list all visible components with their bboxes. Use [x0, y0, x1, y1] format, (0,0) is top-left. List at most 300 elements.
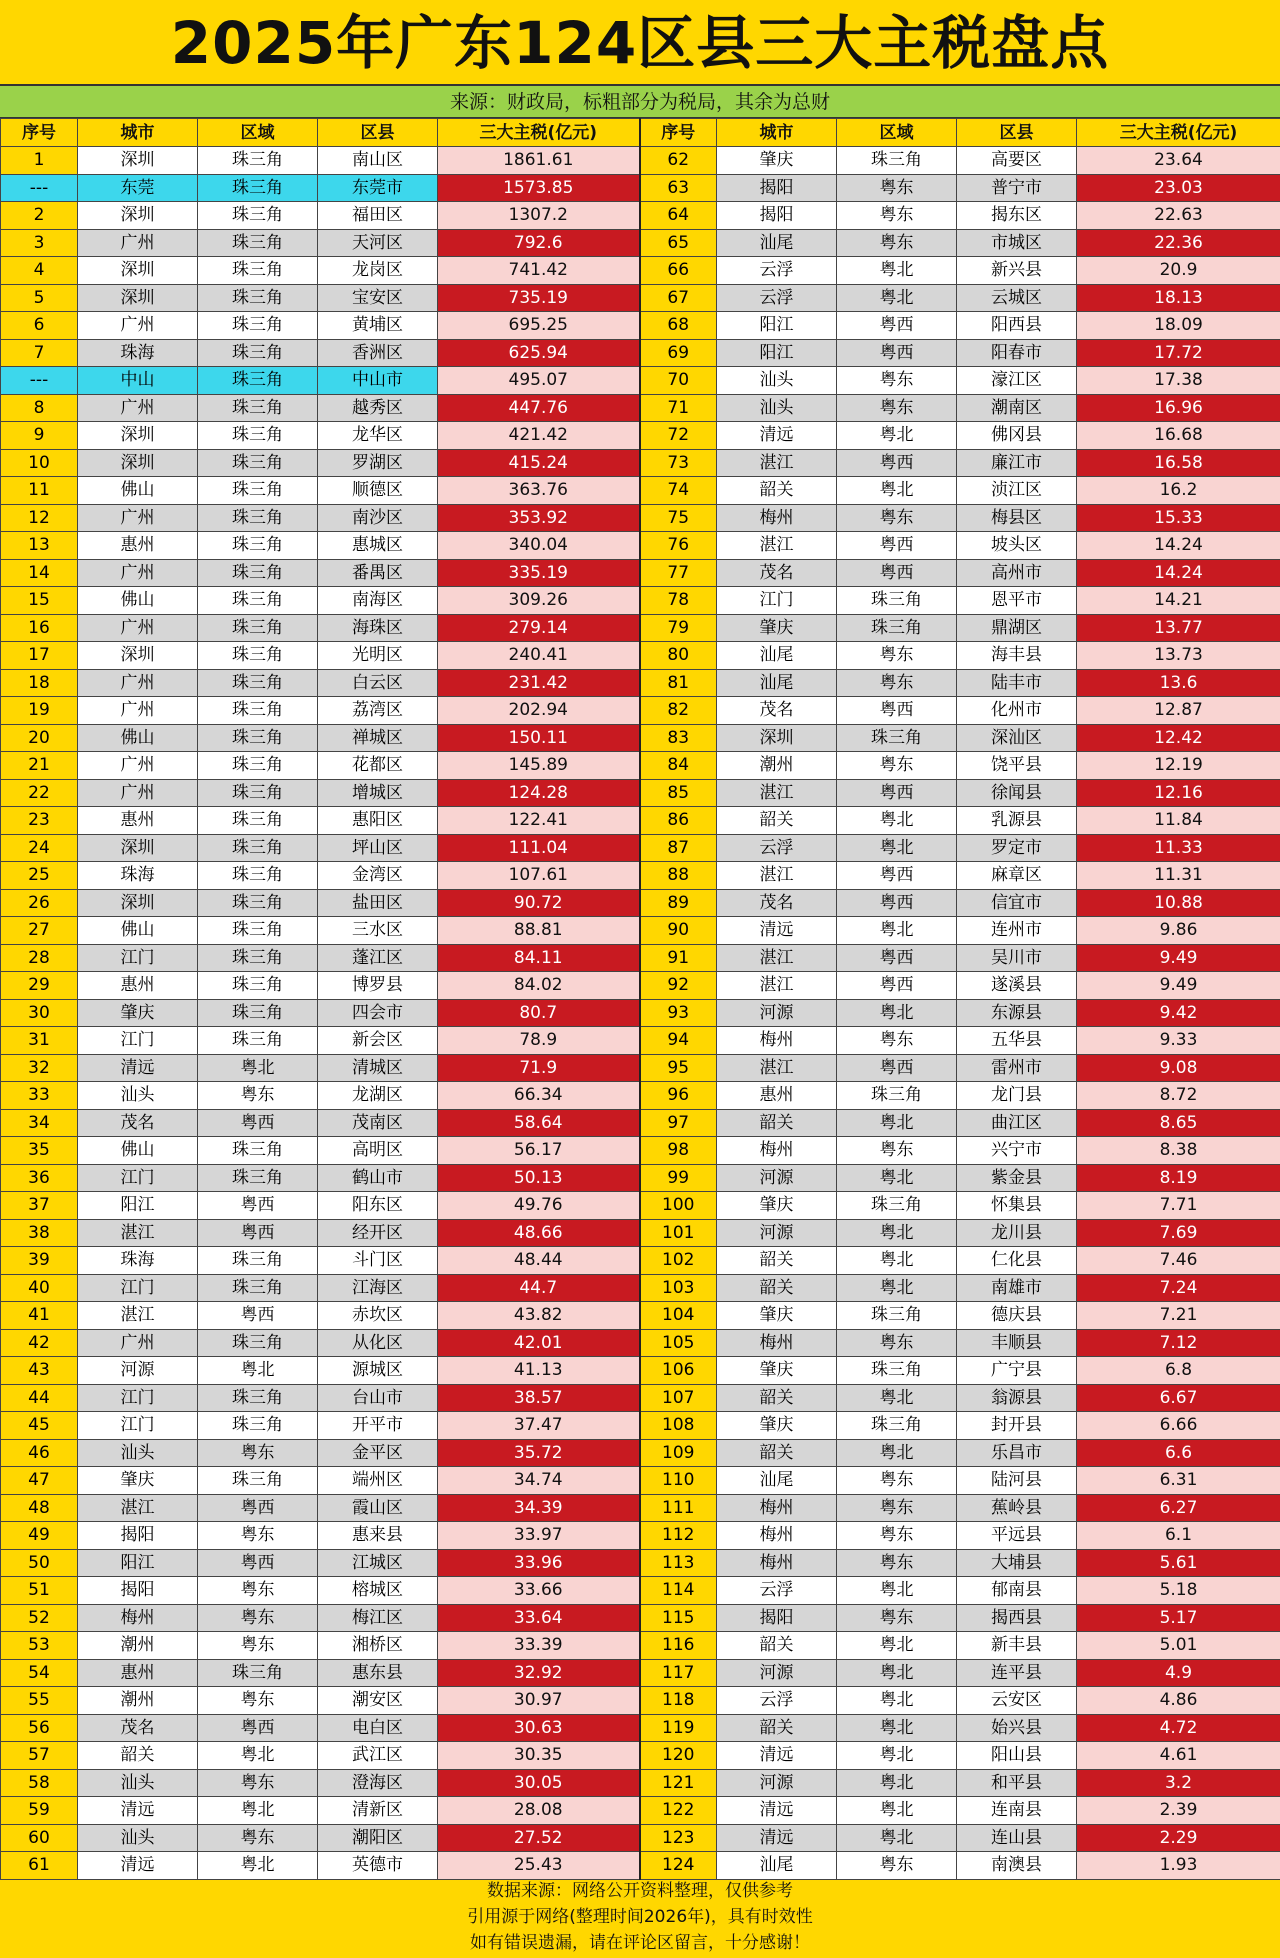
tax-cell: 30.35 — [438, 1742, 640, 1770]
rank-cell: 106 — [640, 1357, 717, 1385]
region-cell: 粤北 — [837, 834, 957, 862]
region-cell: 珠三角 — [198, 972, 318, 1000]
rank-cell: 98 — [640, 1137, 717, 1165]
city-cell: 清远 — [717, 1797, 837, 1825]
rank-cell: 102 — [640, 1247, 717, 1275]
tax-cell: 48.66 — [438, 1219, 640, 1247]
city-cell: 深圳 — [78, 257, 198, 285]
tax-cell: 792.6 — [438, 229, 640, 257]
county-cell: 新会区 — [318, 1027, 438, 1055]
city-cell: 河源 — [717, 999, 837, 1027]
tax-cell: 124.28 — [438, 779, 640, 807]
tax-cell: 13.6 — [1077, 669, 1280, 697]
city-cell: 河源 — [717, 1164, 837, 1192]
region-cell: 珠三角 — [198, 312, 318, 340]
table-row — [1, 972, 1280, 1000]
region-cell: 珠三角 — [198, 669, 318, 697]
county-cell: 罗湖区 — [318, 449, 438, 477]
table-row — [1, 642, 1280, 670]
tax-cell: 735.19 — [438, 284, 640, 312]
region-cell: 粤北 — [837, 257, 957, 285]
county-cell: 阳春市 — [957, 339, 1077, 367]
county-cell: 恩平市 — [957, 587, 1077, 615]
county-cell: 徐闻县 — [957, 779, 1077, 807]
city-cell: 韶关 — [717, 1247, 837, 1275]
region-cell: 珠三角 — [198, 504, 318, 532]
tax-cell: 33.66 — [438, 1577, 640, 1605]
region-cell: 粤北 — [837, 999, 957, 1027]
rank-cell: 82 — [640, 697, 717, 725]
table-row — [1, 1329, 1280, 1357]
county-cell: 越秀区 — [318, 394, 438, 422]
city-cell: 深圳 — [78, 834, 198, 862]
tax-cell: 32.92 — [438, 1659, 640, 1687]
city-cell: 河源 — [717, 1769, 837, 1797]
county-cell: 潮阳区 — [318, 1824, 438, 1852]
rank-cell: 60 — [1, 1824, 78, 1852]
region-cell: 粤东 — [837, 1549, 957, 1577]
col-header-tax-left: 三大主税(亿元) — [438, 119, 640, 147]
rank-cell: 46 — [1, 1439, 78, 1467]
table-row — [1, 477, 1280, 505]
col-header-city-left: 城市 — [78, 119, 198, 147]
city-cell: 佛山 — [78, 917, 198, 945]
region-cell: 珠三角 — [837, 614, 957, 642]
city-cell: 湛江 — [717, 779, 837, 807]
rank-cell: 103 — [640, 1274, 717, 1302]
city-cell: 佛山 — [78, 587, 198, 615]
city-cell: 梅州 — [717, 1522, 837, 1550]
city-cell: 汕头 — [717, 394, 837, 422]
rank-cell: 53 — [1, 1632, 78, 1660]
city-cell: 广州 — [78, 779, 198, 807]
region-cell: 粤东 — [198, 1769, 318, 1797]
rank-cell: 49 — [1, 1522, 78, 1550]
region-cell: 粤西 — [198, 1714, 318, 1742]
tax-cell: 9.33 — [1077, 1027, 1280, 1055]
county-cell: 潮安区 — [318, 1687, 438, 1715]
region-cell: 粤东 — [837, 394, 957, 422]
city-cell: 江门 — [78, 1384, 198, 1412]
county-cell: 惠阳区 — [318, 807, 438, 835]
county-cell: 市城区 — [957, 229, 1077, 257]
county-cell: 封开县 — [957, 1412, 1077, 1440]
table-row — [1, 1714, 1280, 1742]
county-cell: 惠来县 — [318, 1522, 438, 1550]
rank-cell: 11 — [1, 477, 78, 505]
region-cell: 粤西 — [837, 862, 957, 890]
tax-cell: 16.68 — [1077, 422, 1280, 450]
region-cell: 粤北 — [837, 1439, 957, 1467]
tax-cell: 12.19 — [1077, 752, 1280, 780]
tax-cell: 49.76 — [438, 1192, 640, 1220]
table-row — [1, 944, 1280, 972]
rank-cell: 28 — [1, 944, 78, 972]
city-cell: 广州 — [78, 229, 198, 257]
county-cell: 龙川县 — [957, 1219, 1077, 1247]
tax-cell: 12.87 — [1077, 697, 1280, 725]
table-row — [1, 1577, 1280, 1605]
county-cell: 乐昌市 — [957, 1439, 1077, 1467]
county-cell: 云安区 — [957, 1687, 1077, 1715]
city-cell: 云浮 — [717, 1577, 837, 1605]
rank-cell: 87 — [640, 834, 717, 862]
city-cell: 梅州 — [717, 1027, 837, 1055]
table-row — [1, 697, 1280, 725]
region-cell: 珠三角 — [198, 587, 318, 615]
county-cell: 惠东县 — [318, 1659, 438, 1687]
tax-cell: 23.64 — [1077, 147, 1280, 175]
rank-cell: 77 — [640, 559, 717, 587]
tax-cell: 22.36 — [1077, 229, 1280, 257]
rank-cell: 74 — [640, 477, 717, 505]
region-cell: 珠三角 — [198, 724, 318, 752]
rank-cell: 85 — [640, 779, 717, 807]
rank-cell: 4 — [1, 257, 78, 285]
tax-cell: 34.74 — [438, 1467, 640, 1495]
county-cell: 宝安区 — [318, 284, 438, 312]
tax-cell: 1573.85 — [438, 174, 640, 202]
county-cell: 饶平县 — [957, 752, 1077, 780]
table-row — [1, 1302, 1280, 1330]
region-cell: 粤北 — [837, 1659, 957, 1687]
tax-cell: 16.58 — [1077, 449, 1280, 477]
rank-cell: 79 — [640, 614, 717, 642]
rank-cell: 93 — [640, 999, 717, 1027]
city-cell: 广州 — [78, 394, 198, 422]
region-cell: 粤东 — [837, 367, 957, 395]
county-cell: 台山市 — [318, 1384, 438, 1412]
region-cell: 珠三角 — [837, 1192, 957, 1220]
tax-cell: 5.17 — [1077, 1604, 1280, 1632]
city-cell: 深圳 — [717, 724, 837, 752]
city-cell: 河源 — [717, 1219, 837, 1247]
city-cell: 湛江 — [717, 1054, 837, 1082]
region-cell: 粤西 — [837, 339, 957, 367]
region-cell: 粤西 — [837, 1054, 957, 1082]
tax-cell: 111.04 — [438, 834, 640, 862]
rank-cell: 69 — [640, 339, 717, 367]
city-cell: 云浮 — [717, 284, 837, 312]
region-cell: 珠三角 — [837, 1302, 957, 1330]
county-cell: 黄埔区 — [318, 312, 438, 340]
tax-cell: 7.21 — [1077, 1302, 1280, 1330]
rank-cell: 83 — [640, 724, 717, 752]
city-cell: 肇庆 — [717, 1357, 837, 1385]
city-cell: 肇庆 — [78, 999, 198, 1027]
tax-cell: 9.08 — [1077, 1054, 1280, 1082]
header-row — [1, 119, 1280, 147]
region-cell: 珠三角 — [198, 862, 318, 890]
city-cell: 湛江 — [78, 1302, 198, 1330]
region-cell: 粤北 — [198, 1797, 318, 1825]
region-cell: 粤北 — [837, 1687, 957, 1715]
county-cell: 海丰县 — [957, 642, 1077, 670]
tax-cell: 7.71 — [1077, 1192, 1280, 1220]
tax-cell: 88.81 — [438, 917, 640, 945]
region-cell: 粤东 — [198, 1604, 318, 1632]
rank-cell: 122 — [640, 1797, 717, 1825]
rank-cell: 21 — [1, 752, 78, 780]
region-cell: 粤东 — [837, 1467, 957, 1495]
rank-cell: 71 — [640, 394, 717, 422]
city-cell: 韶关 — [717, 477, 837, 505]
rank-cell: 17 — [1, 642, 78, 670]
tax-cell: 16.96 — [1077, 394, 1280, 422]
rank-cell: 42 — [1, 1329, 78, 1357]
county-cell: 揭东区 — [957, 202, 1077, 230]
region-cell: 粤西 — [198, 1494, 318, 1522]
county-cell: 阳东区 — [318, 1192, 438, 1220]
city-cell: 清远 — [78, 1054, 198, 1082]
county-cell: 和平县 — [957, 1769, 1077, 1797]
city-cell: 清远 — [717, 1742, 837, 1770]
rank-cell: 94 — [640, 1027, 717, 1055]
county-cell: 浈江区 — [957, 477, 1077, 505]
tax-cell: 6.66 — [1077, 1412, 1280, 1440]
county-cell: 番禺区 — [318, 559, 438, 587]
county-cell: 斗门区 — [318, 1247, 438, 1275]
county-cell: 东源县 — [957, 999, 1077, 1027]
tax-cell: 11.84 — [1077, 807, 1280, 835]
city-cell: 珠海 — [78, 862, 198, 890]
city-cell: 湛江 — [78, 1219, 198, 1247]
tax-cell: 25.43 — [438, 1852, 640, 1880]
tax-cell: 1861.61 — [438, 147, 640, 175]
region-cell: 珠三角 — [198, 284, 318, 312]
tax-cell: 30.05 — [438, 1769, 640, 1797]
table-row — [1, 1659, 1280, 1687]
tax-cell: 415.24 — [438, 449, 640, 477]
tax-cell: 30.63 — [438, 1714, 640, 1742]
region-cell: 粤北 — [198, 1742, 318, 1770]
city-cell: 珠海 — [78, 339, 198, 367]
tax-cell: 13.73 — [1077, 642, 1280, 670]
city-cell: 茂名 — [717, 559, 837, 587]
county-cell: 化州市 — [957, 697, 1077, 725]
tax-cell: 56.17 — [438, 1137, 640, 1165]
rank-cell: 62 — [640, 147, 717, 175]
city-cell: 惠州 — [78, 532, 198, 560]
tax-cell: 44.7 — [438, 1274, 640, 1302]
city-cell: 梅州 — [78, 1604, 198, 1632]
rank-cell: 123 — [640, 1824, 717, 1852]
city-cell: 揭阳 — [78, 1522, 198, 1550]
city-cell: 湛江 — [717, 449, 837, 477]
rank-cell: 6 — [1, 312, 78, 340]
city-cell: 汕尾 — [717, 1852, 837, 1880]
region-cell: 珠三角 — [198, 477, 318, 505]
tax-cell: 8.38 — [1077, 1137, 1280, 1165]
city-cell: 湛江 — [78, 1494, 198, 1522]
rank-cell: 76 — [640, 532, 717, 560]
tax-cell: 17.38 — [1077, 367, 1280, 395]
table-row — [1, 779, 1280, 807]
tax-cell: 2.29 — [1077, 1824, 1280, 1852]
region-cell: 珠三角 — [198, 834, 318, 862]
county-cell: 梅县区 — [957, 504, 1077, 532]
table-row — [1, 807, 1280, 835]
region-cell: 粤北 — [837, 284, 957, 312]
tax-cell: 34.39 — [438, 1494, 640, 1522]
rank-cell: 100 — [640, 1192, 717, 1220]
city-cell: 河源 — [78, 1357, 198, 1385]
city-cell: 佛山 — [78, 724, 198, 752]
table-row — [1, 889, 1280, 917]
table-row — [1, 202, 1280, 230]
rank-cell: 78 — [640, 587, 717, 615]
city-cell: 韶关 — [717, 1714, 837, 1742]
rank-cell: 116 — [640, 1632, 717, 1660]
county-cell: 紫金县 — [957, 1164, 1077, 1192]
rank-cell: 101 — [640, 1219, 717, 1247]
rank-cell: 70 — [640, 367, 717, 395]
rank-cell: 84 — [640, 752, 717, 780]
county-cell: 四会市 — [318, 999, 438, 1027]
region-cell: 珠三角 — [198, 642, 318, 670]
region-cell: 珠三角 — [198, 1247, 318, 1275]
county-cell: 金平区 — [318, 1439, 438, 1467]
county-cell: 怀集县 — [957, 1192, 1077, 1220]
tax-cell: 421.42 — [438, 422, 640, 450]
tax-cell: 14.24 — [1077, 559, 1280, 587]
city-cell: 深圳 — [78, 889, 198, 917]
rank-cell: 44 — [1, 1384, 78, 1412]
table-row — [1, 312, 1280, 340]
rank-cell: 89 — [640, 889, 717, 917]
region-cell: 粤西 — [837, 697, 957, 725]
tax-cell: 4.72 — [1077, 1714, 1280, 1742]
region-cell: 珠三角 — [198, 202, 318, 230]
table-row — [1, 1247, 1280, 1275]
table-row — [1, 257, 1280, 285]
region-cell: 粤东 — [198, 1522, 318, 1550]
table-row — [1, 1742, 1280, 1770]
region-cell: 粤东 — [837, 229, 957, 257]
page-title: 2025年广东124区县三大主税盘点 — [0, 0, 1280, 86]
rank-cell: 75 — [640, 504, 717, 532]
tax-cell: 43.82 — [438, 1302, 640, 1330]
region-cell: 粤北 — [198, 1852, 318, 1880]
col-header-rank-left: 序号 — [1, 119, 78, 147]
rank-cell: 64 — [640, 202, 717, 230]
region-cell: 粤西 — [198, 1302, 318, 1330]
city-cell: 河源 — [717, 1659, 837, 1687]
table-row — [1, 1164, 1280, 1192]
city-cell: 肇庆 — [78, 1467, 198, 1495]
region-cell: 粤北 — [837, 1769, 957, 1797]
county-cell: 郁南县 — [957, 1577, 1077, 1605]
city-cell: 梅州 — [717, 1549, 837, 1577]
region-cell: 珠三角 — [198, 257, 318, 285]
region-cell: 珠三角 — [198, 1274, 318, 1302]
tax-cell: 12.16 — [1077, 779, 1280, 807]
tax-cell: 90.72 — [438, 889, 640, 917]
city-cell: 汕头 — [78, 1769, 198, 1797]
region-cell: 粤东 — [837, 174, 957, 202]
rank-cell: 109 — [640, 1439, 717, 1467]
county-cell: 端州区 — [318, 1467, 438, 1495]
city-cell: 中山 — [78, 367, 198, 395]
city-cell: 韶关 — [78, 1742, 198, 1770]
rank-cell: 72 — [640, 422, 717, 450]
city-cell: 韶关 — [717, 1384, 837, 1412]
region-cell: 粤东 — [837, 752, 957, 780]
tax-cell: 80.7 — [438, 999, 640, 1027]
table-row — [1, 752, 1280, 780]
tax-cell: 695.25 — [438, 312, 640, 340]
city-cell: 江门 — [78, 1412, 198, 1440]
tax-cell: 11.31 — [1077, 862, 1280, 890]
region-cell: 粤北 — [837, 1109, 957, 1137]
city-cell: 茂名 — [717, 697, 837, 725]
county-cell: 廉江市 — [957, 449, 1077, 477]
county-cell: 南沙区 — [318, 504, 438, 532]
city-cell: 梅州 — [717, 504, 837, 532]
tax-cell: 309.26 — [438, 587, 640, 615]
footer-line: 引用源于网络(整理时间2026年)，具有时效性 — [467, 1907, 813, 1927]
rank-cell: 39 — [1, 1247, 78, 1275]
footer-line: 如有错误遗漏，请在评论区留言，十分感谢！ — [470, 1933, 810, 1953]
city-cell: 广州 — [78, 1329, 198, 1357]
city-cell: 清远 — [717, 917, 837, 945]
county-cell: 新丰县 — [957, 1632, 1077, 1660]
region-cell: 珠三角 — [198, 1137, 318, 1165]
city-cell: 韶关 — [717, 1632, 837, 1660]
city-cell: 揭阳 — [717, 202, 837, 230]
tax-cell: 741.42 — [438, 257, 640, 285]
rank-cell: 25 — [1, 862, 78, 890]
region-cell: 粤北 — [837, 1164, 957, 1192]
tax-cell: 6.67 — [1077, 1384, 1280, 1412]
city-cell: 广州 — [78, 697, 198, 725]
table-row — [1, 1192, 1280, 1220]
tax-cell: 5.18 — [1077, 1577, 1280, 1605]
region-cell: 粤西 — [198, 1192, 318, 1220]
table-row — [1, 917, 1280, 945]
tax-cell: 231.42 — [438, 669, 640, 697]
rank-cell: 91 — [640, 944, 717, 972]
tax-cell: 27.52 — [438, 1824, 640, 1852]
county-cell: 清城区 — [318, 1054, 438, 1082]
tax-cell: 28.08 — [438, 1797, 640, 1825]
rank-cell: 58 — [1, 1769, 78, 1797]
tax-cell: 35.72 — [438, 1439, 640, 1467]
county-cell: 从化区 — [318, 1329, 438, 1357]
region-cell: 粤东 — [837, 1852, 957, 1880]
city-cell: 揭阳 — [78, 1577, 198, 1605]
table-row — [1, 587, 1280, 615]
rank-cell: 120 — [640, 1742, 717, 1770]
county-cell: 坡头区 — [957, 532, 1077, 560]
city-cell: 惠州 — [717, 1082, 837, 1110]
tax-cell: 1307.2 — [438, 202, 640, 230]
county-cell: 高要区 — [957, 147, 1077, 175]
tax-cell: 363.76 — [438, 477, 640, 505]
city-cell: 韶关 — [717, 1439, 837, 1467]
tax-cell: 150.11 — [438, 724, 640, 752]
tax-cell: 1.93 — [1077, 1852, 1280, 1880]
city-cell: 茂名 — [717, 889, 837, 917]
table-row — [1, 559, 1280, 587]
rank-cell: 113 — [640, 1549, 717, 1577]
rank-cell: 114 — [640, 1577, 717, 1605]
rank-cell: 15 — [1, 587, 78, 615]
rank-cell: 41 — [1, 1302, 78, 1330]
region-cell: 粤北 — [837, 1274, 957, 1302]
rank-cell: --- — [1, 367, 78, 395]
tax-cell: 37.47 — [438, 1412, 640, 1440]
